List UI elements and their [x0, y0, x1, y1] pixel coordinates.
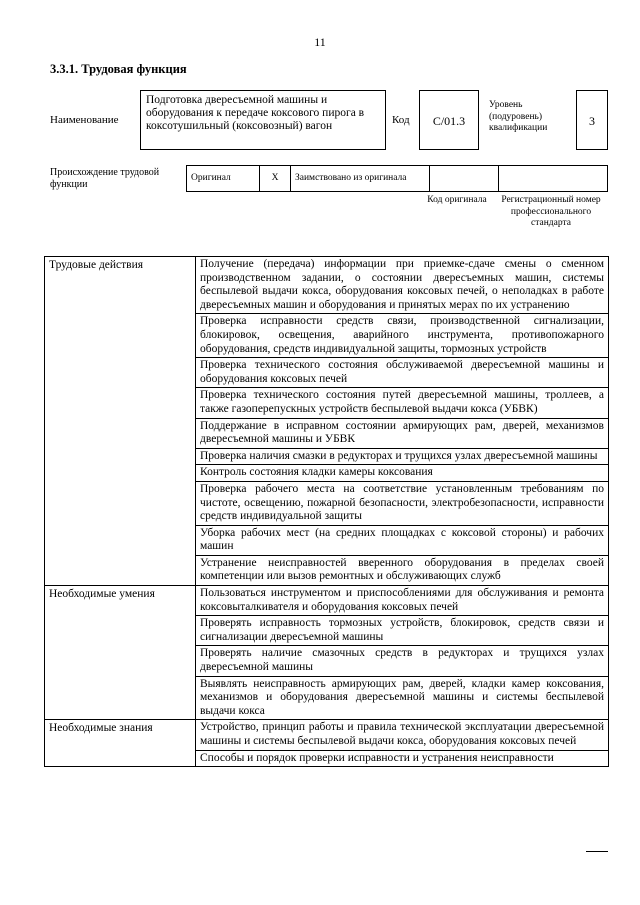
table-row — [45, 257, 609, 314]
section-category: Трудовые действия — [45, 257, 196, 586]
table-row — [45, 720, 609, 750]
section-item-text: Способы и порядок проверки исправности и устранения неисправности — [196, 750, 609, 767]
section-item-text: Пользоваться инструментом и приспособлениями для обслуживания и ремонта коксовыталкивателя и оборудования коксовых печей — [196, 586, 609, 616]
section-item-text: Поддержание в исправном состоянии армирующих рам, дверей, механизмов двересъемной машины и УБВК — [196, 418, 609, 448]
section-item-text: Проверка технического состояния обслуживаемой двересъемной машины и оборудования коксовых печей — [196, 358, 609, 388]
origin-label: Происхождение трудовой функции — [50, 167, 160, 190]
section-item-text: Уборка рабочих мест (на средних площадках с коксовой стороны) и рабочих машин — [196, 525, 609, 555]
section-item-text: Проверка наличия смазки в редукторах и трущихся узлах двересъемной машины — [196, 448, 609, 465]
section-item-text: Проверять наличие смазочных средств в редукторах и трущихся узлах двересъемной машины — [196, 646, 609, 676]
qualification-level-value: 3 — [576, 90, 608, 150]
origin-table — [186, 165, 608, 192]
table-row — [45, 586, 609, 616]
function-details-body — [45, 257, 609, 767]
section-item-text: Устранение неисправностей вверенного оборудования в пределах своей компетенции или вызов ремонтных и обслуживающих служб — [196, 555, 609, 585]
reg-number-label: Регистрационный номер профессионального стандарта — [501, 195, 601, 228]
section-item-text: Проверка рабочего места на соответствие установленным требованиям по чистоте, освещению, пожарной безопасности, электробезопасности, исправности средств индивидуальной защиты — [196, 481, 609, 525]
name-label: Наименование — [50, 114, 119, 126]
reg-number-cell — [499, 166, 608, 192]
original-code-label: Код оригинала — [427, 195, 487, 205]
section-item-text: Получение (передача) информации при приемке-сдаче смены о сменном производственном задании, о состоянии двересъемных машин, системы беспылевой выдачи кокса, оборудования коксовых печей, о неполадках в работе двересъемных машин и оборудования и принятых мерах по их устранению — [196, 257, 609, 314]
code-label: Код — [392, 114, 410, 126]
section-item-text: Проверка исправности средств связи, производственной сигнализации, блокировок, освещения, аварийного инструмента, противопожарного оборудования, средств индивидуальной защиты, тормозных устройств — [196, 314, 609, 358]
page-footer-line — [586, 851, 608, 852]
borrowed-label: Заимствовано из оригинала — [291, 166, 430, 192]
section-item-text: Контроль состояния кладки камеры коксования — [196, 465, 609, 482]
qualification-level-label: Уровень (подуровень) квалификации — [489, 100, 548, 133]
section-category: Необходимые умения — [45, 586, 196, 720]
original-mark: X — [260, 166, 291, 192]
section-item-text: Устройство, принцип работы и правила технической эксплуатации двересъемной машины и системы беспылевой выдачи кокса, оборудования коксовых печей — [196, 720, 609, 750]
original-label: Оригинал — [187, 166, 260, 192]
function-code-value: С/01.3 — [419, 90, 479, 150]
section-title: 3.3.1. Трудовая функция — [50, 62, 187, 76]
page-number: 11 — [314, 35, 326, 49]
original-code-cell — [430, 166, 499, 192]
section-category: Необходимые знания — [45, 720, 196, 767]
section-item-text: Проверка технического состояния путей двересъемной машины, троллеев, а также газоперепускных устройств беспылевой выдачи кокса (УБВК) — [196, 388, 609, 418]
section-item-text: Проверять исправность тормозных устройств, блокировок, средств связи и сигнализации двересъемной машины — [196, 616, 609, 646]
function-name-value: Подготовка двересъемной машины и оборудования к передаче коксового пирога в коксотушильный (коксовозный) вагон — [140, 90, 386, 150]
function-details-table — [44, 256, 609, 767]
section-item-text: Выявлять неисправность армирующих рам, дверей, кладки камер коксования, механизмов и оборудования двересъемной машины и системы беспылевой выдачи кокса — [196, 676, 609, 720]
